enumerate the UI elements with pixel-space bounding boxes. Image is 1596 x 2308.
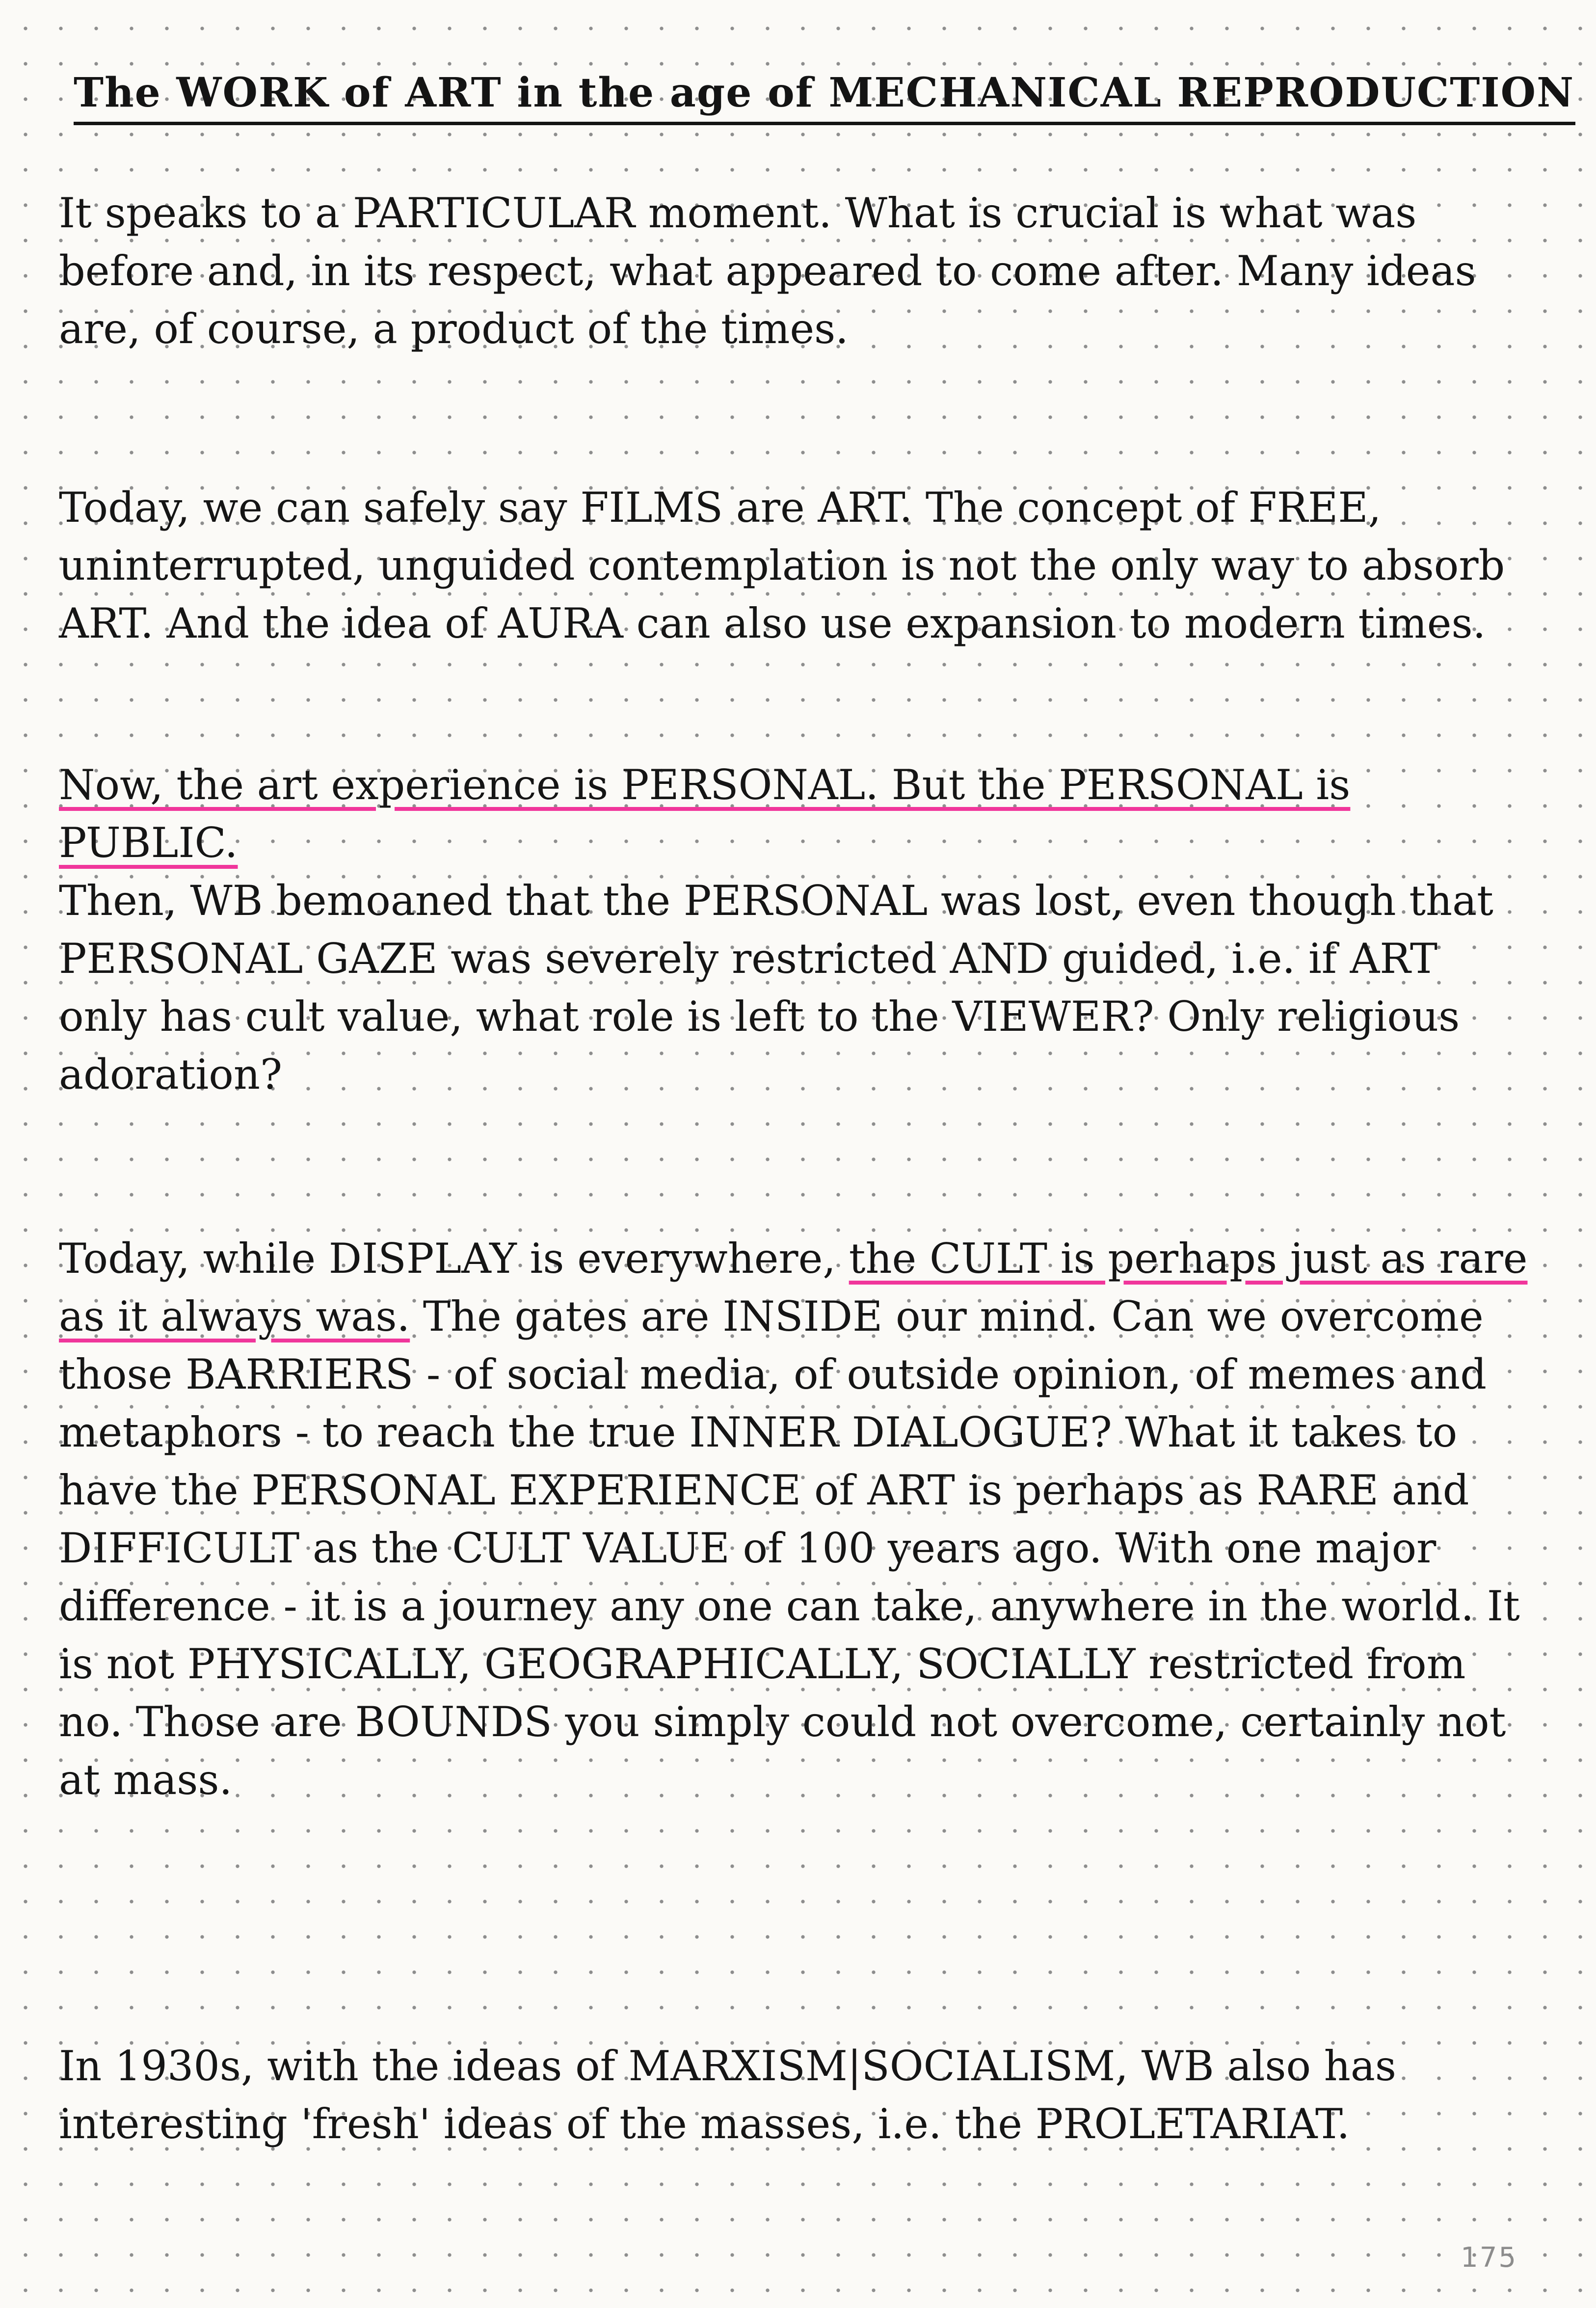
paragraph-4-text: The gates are INSIDE our mind. Can we overcome those BARRIERS - of social media, of outside opinion, of memes and metaphors - to reach the true INNER DIALOGUE? What it takes to have the PERSONAL EXPERIENCE of ART is perhaps as RARE and DIFFICULT as the CULT VALUE of 100 years ago. With one major difference - it is a journey any one can take, anywhere in the world. It is not PHYSICALLY, GEOGRAPHICALLY, SOCIALLY restricted from no. Those are BOUNDS you simply could not overcome, certainly not at mass. — [59, 1292, 1520, 1804]
paragraph-3 — [59, 756, 1536, 1103]
paragraph-4 — [59, 1230, 1536, 1809]
paragraph-2-text: Today, we can safely say FILMS are ART. The concept of FREE, uninterrupted, unguided contemplation is not the only way to absorb ART. And the idea of AURA can also use expansion to modern times. — [59, 483, 1505, 647]
paragraph-5-text: In 1930s, with the ideas of MARXISM|SOCIALISM, WB also has interesting 'fresh' ideas of the masses, i.e. the PROLETARIAT. — [59, 2042, 1397, 2148]
paragraph-4-lead: Today, while DISPLAY is everywhere, — [59, 1235, 836, 1283]
highlighted-sentence: Now, the art experience is PERSONAL. But the PERSONAL is PUBLIC. — [59, 761, 1351, 867]
paragraph-1-text: It speaks to a PARTICULAR moment. What is crucial is what was before and, in its respect, what appeared to come after. Many ideas are, of course, a product of the times. — [59, 189, 1476, 353]
highlighted-sentence: the CULT is perhaps just as rare as it always was. — [59, 1235, 1528, 1341]
page-number: 175 — [1461, 2242, 1517, 2274]
paragraph-1 — [59, 184, 1536, 358]
paragraph-2 — [59, 479, 1536, 652]
page-title: The WORK of ART in the age of MECHANICAL REPRODUCTION — [74, 69, 1575, 125]
paragraph-5 — [59, 2037, 1536, 2153]
paragraph-3-text: Then, WB bemoaned that the PERSONAL was lost, even though that PERSONAL GAZE was severely restricted AND guided, i.e. if ART only has cult value, what role is left to the VIEWER? Only religious adoration? — [59, 877, 1493, 1099]
